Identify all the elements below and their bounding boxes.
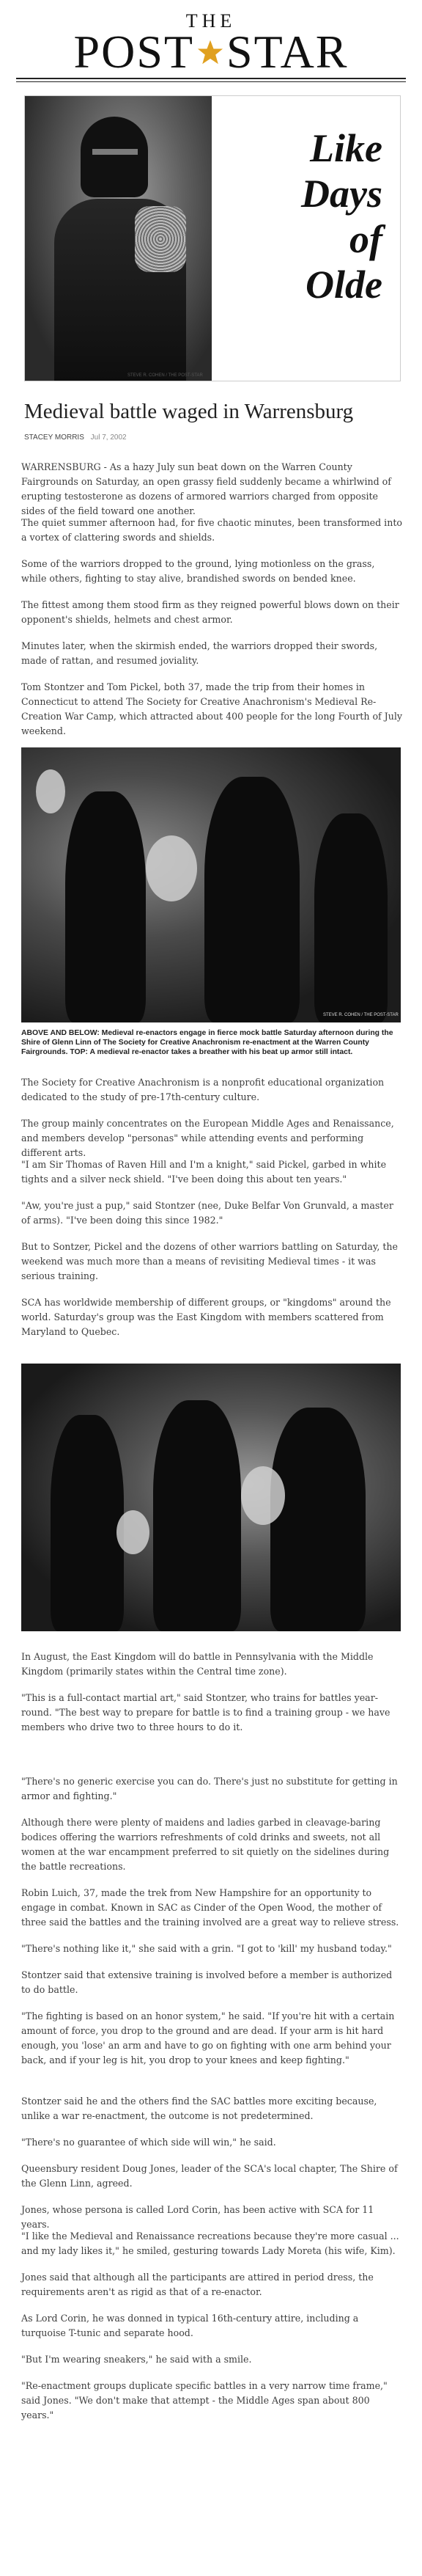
paragraph: In August, the East Kingdom will do battle in Pennsylvania with the Middle Kingdom (primarily states within the Central time zone).	[21, 1651, 374, 1677]
paragraph: "There's no generic exercise you can do. There's just no substitute for getting in armor and fighting."	[21, 1776, 398, 1801]
paragraph: Jones said that although all the participants are attired in period dress, the requirements aren't as rigid as that of a re-enactor.	[21, 2272, 374, 2297]
paragraph: Stontzer said he and the others find the SAC battles more exciting because, unlike a war re-enactment, the outcome is not predetermined.	[21, 2096, 377, 2121]
publish-date: Jul 7, 2002	[90, 433, 127, 442]
paragraph: Queensbury resident Doug Jones, leader of the SCA's local chapter, The Shire of the Glenn Linn, agreed.	[21, 2163, 398, 2189]
masthead-rule-thin	[16, 81, 406, 82]
paragraph: Although there were plenty of maidens and ladies garbed in cleavage-baring bodices offering the warriors refreshments of cold drinks and sweets, not all women at the war encampment preferred to sit quietly on the sidelines during the battle recreations.	[21, 1817, 390, 1872]
paragraph: "This is a full-contact martial art," said Stontzer, who trains for battles year-round. "The best way to prepare for battle is to find a training group - we have members who drive two to three hours to do it.	[21, 1692, 390, 1732]
star-icon	[197, 39, 223, 65]
paragraph: "Aw, you're just a pup," said Stontzer (nee, Duke Belfar Von Grunvald, a master of arms). "I've been doing this since 1982."	[21, 1200, 393, 1226]
paragraph: Some of the warriors dropped to the ground, lying motionless on the grass, while others, fighting to stay alive, brandished swords on bended knee.	[21, 558, 375, 584]
paragraph: Stontzer said that extensive training is involved before a member is authorized to do battle.	[21, 1969, 393, 1995]
knight-helmet	[81, 117, 148, 197]
warrior-figure	[51, 1415, 124, 1631]
paragraph: As Lord Corin, he was donned in typical 16th-century attire, including a turquoise T-tunic and separate hood.	[21, 2313, 359, 2338]
warrior-figure	[314, 813, 388, 1022]
photo-credit: STEVE R. COHEN / THE POST-STAR	[323, 1013, 399, 1017]
paragraph: The Society for Creative Anachronism is a nonprofit educational organization dedicated to the study of pre-17th-century culture.	[21, 1077, 385, 1102]
masthead-rule	[16, 78, 406, 79]
paragraph: SCA has worldwide membership of different groups, or "kingdoms" around the world. Saturday's group was the East Kingdom with members scattered from Maryland to Quebec.	[21, 1297, 391, 1337]
hero-title-line: Like	[310, 126, 382, 170]
warrior-figure	[204, 777, 300, 1022]
photo-caption: ABOVE AND BELOW: Medieval re-enactors engage in fierce mock battle Saturday afternoon during the Shire of Glenn Linn of The Society for Creative Anachronism re-enactment at the Warren County Fairgrounds. TOP: A medieval re-enactor takes a breather with his beat up armor still intact.	[21, 1029, 393, 1056]
paragraph: The quiet summer afternoon had, for five chaotic minutes, been transformed into a vortex of clattering swords and shields.	[21, 517, 402, 543]
paragraph: "There's nothing like it," she said with a grin. "I got to 'kill' my husband today."	[21, 1943, 392, 1954]
paragraph: "There's no guarantee of which side will win," he said.	[21, 2137, 276, 2148]
hero-title-line: Olde	[306, 263, 382, 307]
paragraph: Minutes later, when the skirmish ended, the warriors dropped their swords, made of rattan, and resumed joviality.	[21, 640, 378, 666]
masthead	[16, 12, 406, 89]
paragraph: "But I'm wearing sneakers," he said with a smile.	[21, 2354, 252, 2365]
battle-photo-2	[21, 1364, 401, 1631]
masthead-the: THE	[185, 10, 237, 32]
knight-visor	[92, 149, 138, 155]
paragraph: But to Sontzer, Pickel and the dozens of other warriors battling on Saturday, the weekend was much more than a means of revisiting Medieval times - it was serious training.	[21, 1241, 398, 1281]
paragraph: "Re-enactment groups duplicate specific battles in a very narrow time frame," said Jones. "We don't make that attempt - the Middle Ages span about 800 years."	[21, 2380, 388, 2421]
knight-chainmail	[135, 206, 186, 272]
masthead-star: STAR	[226, 26, 349, 78]
paragraph: Jones, whose persona is called Lord Corin, has been active with SCA for 11 years.	[21, 2204, 374, 2230]
hero-image	[24, 95, 401, 381]
hero-title-line: of	[349, 217, 382, 261]
byline	[24, 433, 127, 442]
warrior-figure	[153, 1400, 241, 1631]
paragraph: "The fighting is based on an honor system," he said. "If you're hit with a certain amount of force, you drop to the ground and are dead. If your arm is hit hard enough, you 'lose' an arm and have to go on fighting with one arm behind your back, and if your leg is hit, you drop to your knees and keep fighting."	[21, 2010, 395, 2065]
knight-photo	[25, 96, 212, 381]
paragraph: Tom Stontzer and Tom Pickel, both 37, made the trip from their homes in Connecticut to attend The Society for Creative Anachronism's Medieval Re-Creation War Camp, which attracted about 400 people for the long Fourth of July weekend.	[21, 681, 402, 736]
warrior-figure	[270, 1408, 366, 1631]
hero-photo-credit: STEVE R. COHEN / THE POST-STAR	[127, 373, 203, 378]
author: STACEY MORRIS	[24, 433, 84, 442]
paragraph: "I am Sir Thomas of Raven Hill and I'm a knight," said Pickel, garbed in white tights and a silver neck shield. "I've been doing this about ten years."	[21, 1159, 387, 1185]
masthead-post: POST	[73, 26, 195, 78]
battle-photo-1	[21, 747, 401, 1022]
hero-title-line: Days	[301, 172, 382, 216]
paragraph: WARRENSBURG - As a hazy July sun beat down on the Warren County Fairgrounds on Saturday, an open grassy field suddenly became a whirlwind of erupting testosterone as dozens of armored warriors charged from opposite sides of the field toward one another.	[21, 461, 391, 516]
warrior-figure	[65, 791, 146, 1022]
paragraph: Robin Luich, 37, made the trek from New Hampshire for an opportunity to engage in combat. Known in SAC as Cinder of the Open Wood, the mother of three said the battles and the training involved are a great way to relieve stress.	[21, 1887, 399, 1928]
paragraph: "I like the Medieval and Renaissance recreations because they're more casual ... and my lady likes it," he smiled, gesturing towards Lady Moreta (his wife, Kim).	[21, 2231, 399, 2256]
paragraph: The group mainly concentrates on the European Middle Ages and Renaissance, and members develop "personas" while attending events and performing different arts.	[21, 1118, 394, 1158]
article-headline: Medieval battle waged in Warrensburg	[24, 400, 354, 423]
hero-title	[214, 125, 382, 307]
paragraph: The fittest among them stood firm as they reigned powerful blows down on their opponent's shields, helmets and chest armor.	[21, 599, 399, 625]
